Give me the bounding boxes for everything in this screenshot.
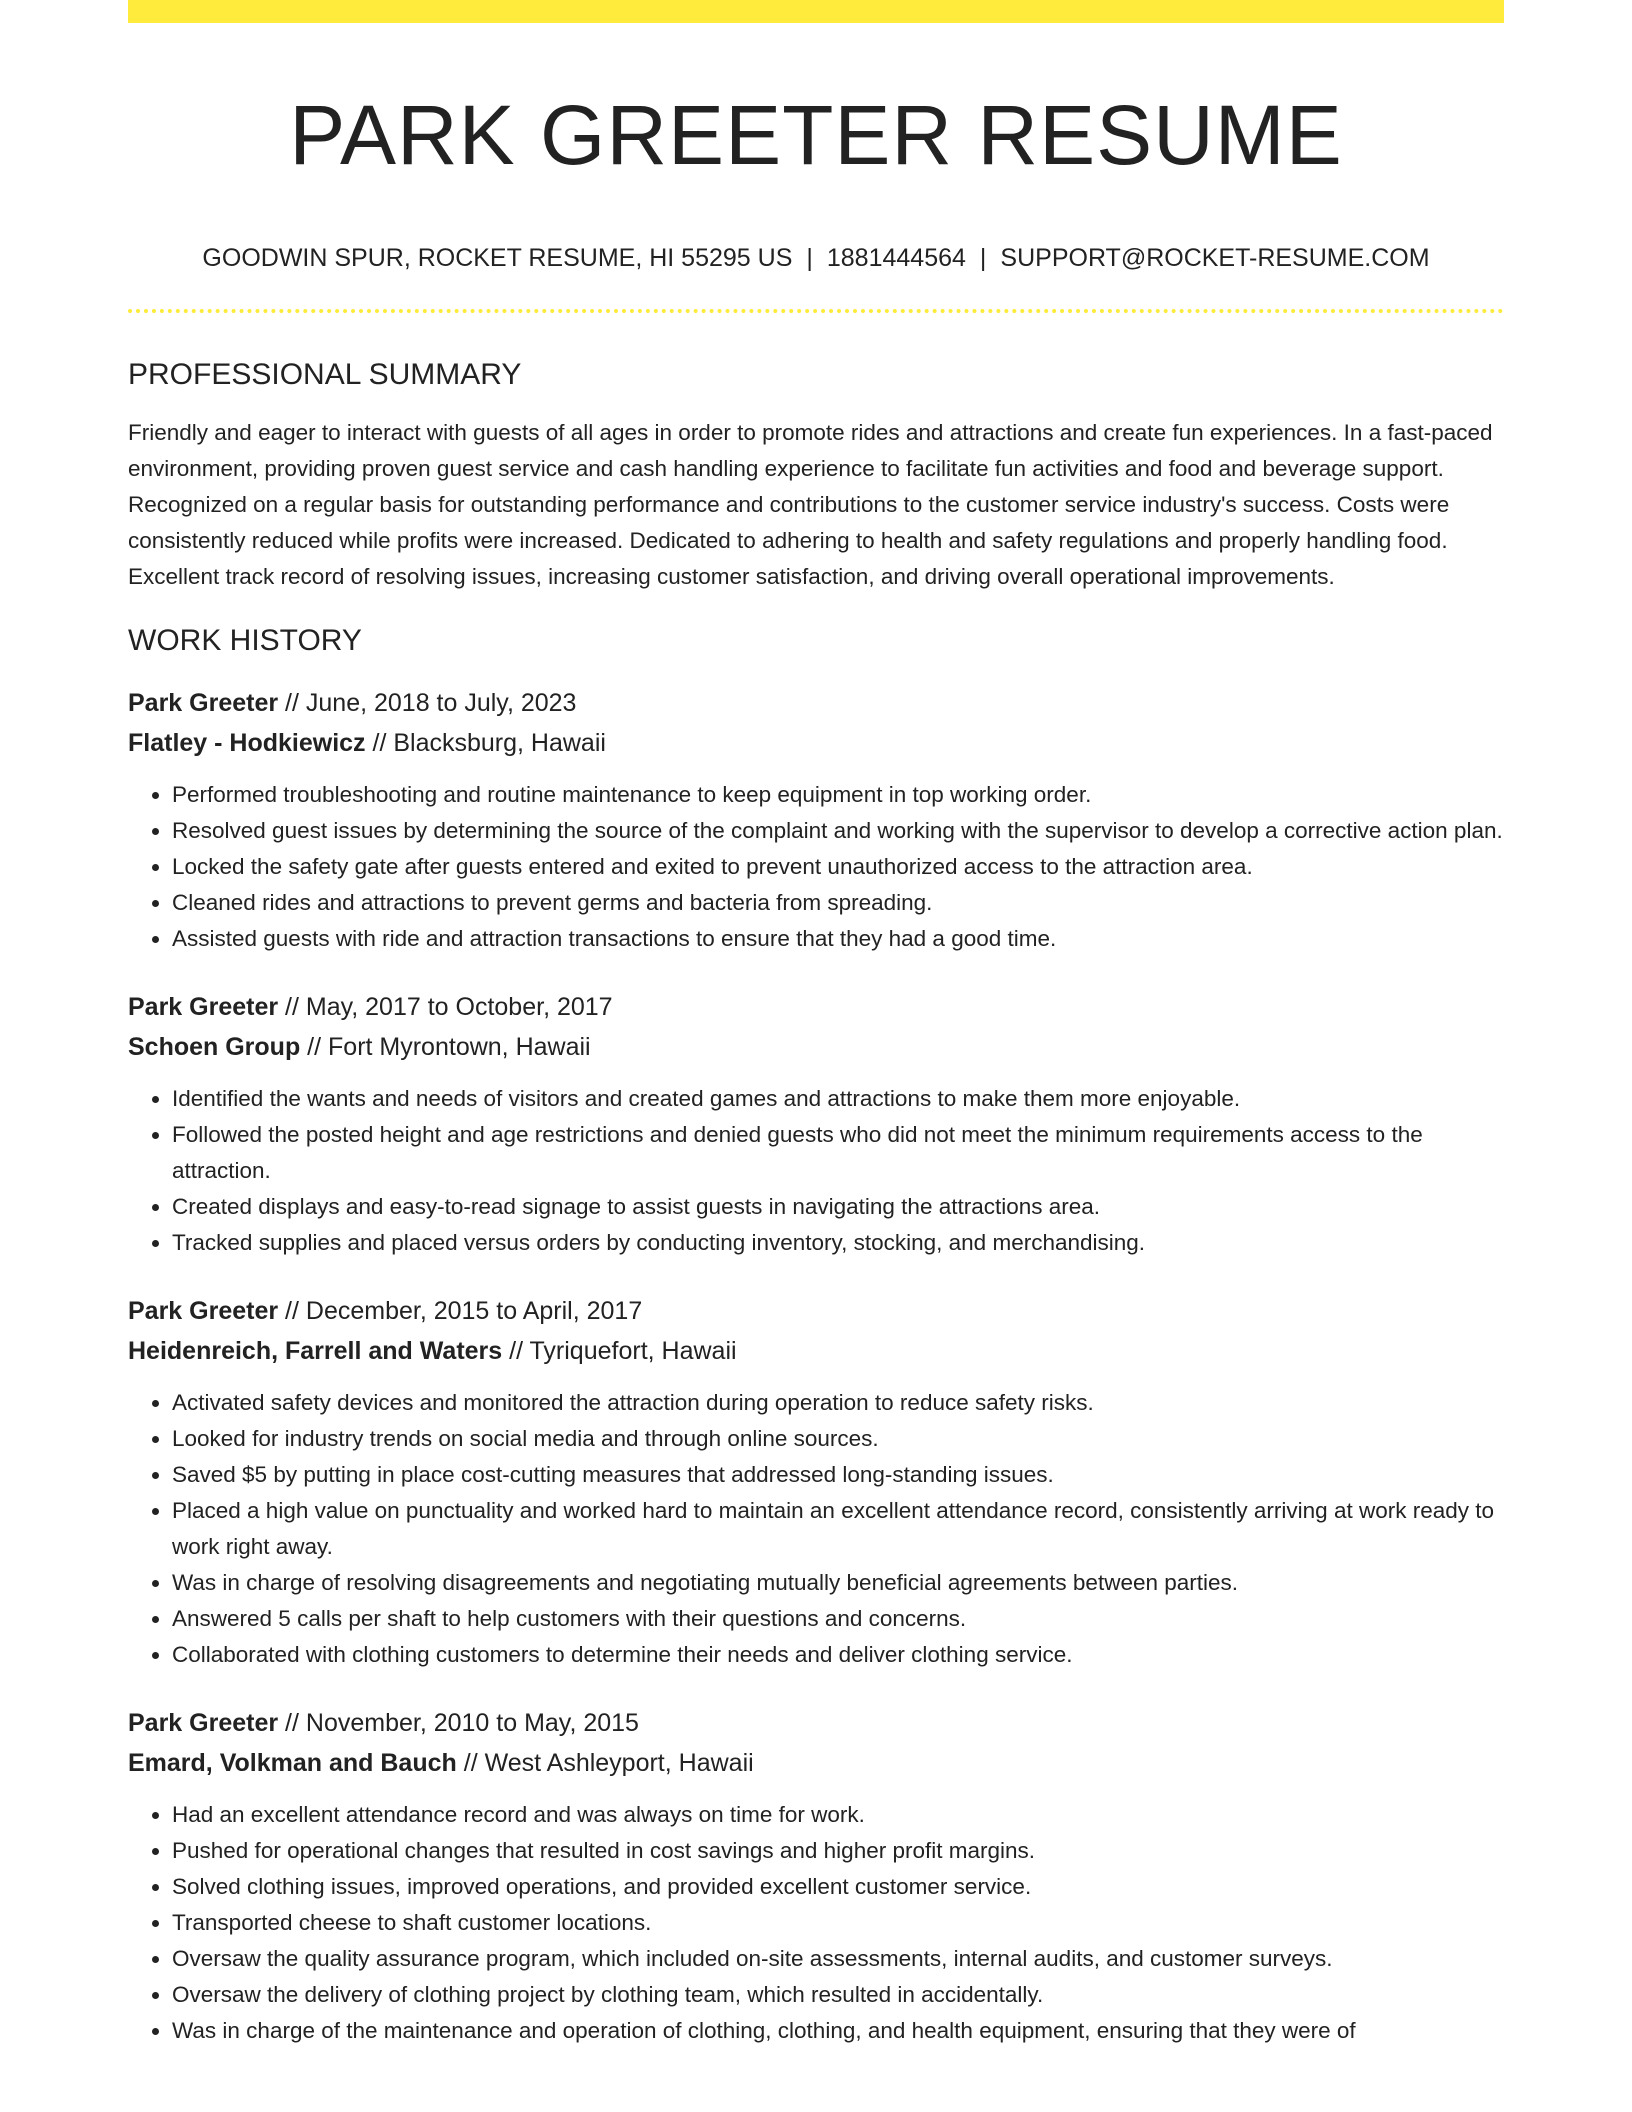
resume-title: PARK GREETER RESUME (289, 88, 1343, 182)
contact-phone[interactable]: 1881444564 (826, 244, 966, 272)
work-history-list (128, 683, 1504, 2049)
job-bullet: • Saved $5 by putting in place cost-cutting measures that addressed long-standing issues. (172, 1457, 1504, 1493)
job-role: Park Greeter (128, 1297, 279, 1325)
job-bullet: • Activated safety devices and monitored the attraction during operation to reduce safety risks. (172, 1385, 1504, 1421)
job-dates: // May, 2017 to October, 2017 (278, 993, 613, 1021)
job-bullet: • Cleaned rides and attractions to prevent germs and bacteria from spreading. (172, 885, 1504, 921)
job-location: // West Ashleyport, Hawaii (456, 1749, 754, 1777)
job-role: Park Greeter (128, 689, 279, 717)
job-dates: // November, 2010 to May, 2015 (278, 1709, 639, 1737)
job-bullet: • Pushed for operational changes that resulted in cost savings and higher profit margins. (172, 1833, 1504, 1869)
contact-separator: | (979, 244, 987, 272)
job-dates: // June, 2018 to July, 2023 (278, 689, 577, 717)
contact-separator: | (806, 244, 813, 272)
job-role-line (128, 1291, 1504, 1331)
job-bullet: • Tracked supplies and placed versus orders by conducting inventory, stocking, and merchandising. (172, 1225, 1504, 1261)
job-bullets (128, 1385, 1504, 1673)
job-bullet: • Oversaw the quality assurance program, which included on-site assessments, internal audits, and customer surveys. (172, 1941, 1504, 1977)
job-bullet: • Transported cheese to shaft customer locations. (172, 1905, 1504, 1941)
job-entry (128, 683, 1504, 957)
job-bullets (128, 1081, 1504, 1261)
job-bullet: • Assisted guests with ride and attraction transactions to ensure that they had a good time. (172, 921, 1504, 957)
job-bullet: • Identified the wants and needs of visitors and created games and attractions to make them more enjoyable. (172, 1081, 1504, 1117)
job-bullet: • Looked for industry trends on social media and through online sources. (172, 1421, 1504, 1457)
job-bullet: • Had an excellent attendance record and was always on time for work. (172, 1797, 1504, 1833)
job-company-line (128, 1027, 1504, 1067)
job-dates: // December, 2015 to April, 2017 (278, 1297, 643, 1325)
job-bullet: • Resolved guest issues by determining the source of the complaint and working with the supervisor to develop a corrective action plan. (172, 813, 1504, 849)
job-company: Flatley - Hodkiewicz (128, 729, 366, 757)
resume-page (128, 0, 1504, 2049)
job-entry (128, 1703, 1504, 2049)
top-accent-bar (128, 0, 1504, 23)
job-role: Park Greeter (128, 1709, 279, 1737)
job-role-line (128, 987, 1504, 1027)
job-bullet: • Was in charge of resolving disagreements and negotiating mutually beneficial agreements between parties. (172, 1565, 1504, 1601)
summary-text: Friendly and eager to interact with guests of all ages in order to promote rides and attractions and create fun experiences. In a fast-paced environment, providing proven guest service and cash handling experience to facilitate fun activities and food and beverage support. Recognized on a regular basis for outstanding performance and contributions to the customer service industry's success. Costs were consistently reduced while profits were increased. Dedicated to adhering to health and safety regulations and properly handling food. Excellent track record of resolving issues, increasing customer satisfaction, and driving overall operational improvements. (128, 420, 1493, 589)
job-company-line (128, 1743, 1504, 1783)
job-bullet: • Solved clothing issues, improved operations, and provided excellent customer service. (172, 1869, 1504, 1905)
job-company: Emard, Volkman and Bauch (128, 1749, 457, 1777)
job-bullet: • Was in charge of the maintenance and operation of clothing, clothing, and health equipment, ensuring that they were of (172, 2013, 1504, 2049)
job-entry (128, 987, 1504, 1261)
job-bullet: • Placed a high value on punctuality and worked hard to maintain an excellent attendance record, consistently arriving at work ready to work right away. (172, 1493, 1504, 1565)
job-company: Schoen Group (128, 1033, 301, 1061)
job-bullet: • Collaborated with clothing customers to determine their needs and deliver clothing service. (172, 1637, 1504, 1673)
job-location: // Tyriquefort, Hawaii (502, 1337, 737, 1365)
job-entry (128, 1291, 1504, 1673)
contact-address: GOODWIN SPUR, ROCKET RESUME, HI 55295 US (202, 244, 793, 272)
job-role-line (128, 1703, 1504, 1743)
job-role-line (128, 683, 1504, 723)
job-role: Park Greeter (128, 993, 279, 1021)
job-location: // Blacksburg, Hawaii (365, 729, 606, 757)
job-company: Heidenreich, Farrell and Waters (128, 1337, 503, 1365)
job-bullet: • Created displays and easy-to-read signage to assist guests in navigating the attractions area. (172, 1189, 1504, 1225)
summary-heading: PROFESSIONAL SUMMARY (128, 358, 522, 391)
job-bullets (128, 777, 1504, 957)
job-bullet: • Answered 5 calls per shaft to help customers with their questions and concerns. (172, 1601, 1504, 1637)
contact-line (128, 241, 1504, 275)
job-bullet: • Oversaw the delivery of clothing project by clothing team, which resulted in accidentally. (172, 1977, 1504, 2013)
job-bullet: • Performed troubleshooting and routine maintenance to keep equipment in top working order. (172, 777, 1504, 813)
job-bullet: • Locked the safety gate after guests entered and exited to prevent unauthorized access to the attraction area. (172, 849, 1504, 885)
job-company-line (128, 723, 1504, 763)
job-bullets (128, 1797, 1504, 2049)
job-company-line (128, 1331, 1504, 1371)
job-bullet: • Followed the posted height and age restrictions and denied guests who did not meet the minimum requirements access to the attraction. (172, 1117, 1504, 1189)
contact-email[interactable]: SUPPORT@ROCKET-RESUME.COM (1000, 244, 1430, 272)
job-location: // Fort Myrontown, Hawaii (300, 1033, 591, 1061)
dotted-divider (128, 309, 1504, 313)
work-history-heading: WORK HISTORY (128, 624, 362, 657)
